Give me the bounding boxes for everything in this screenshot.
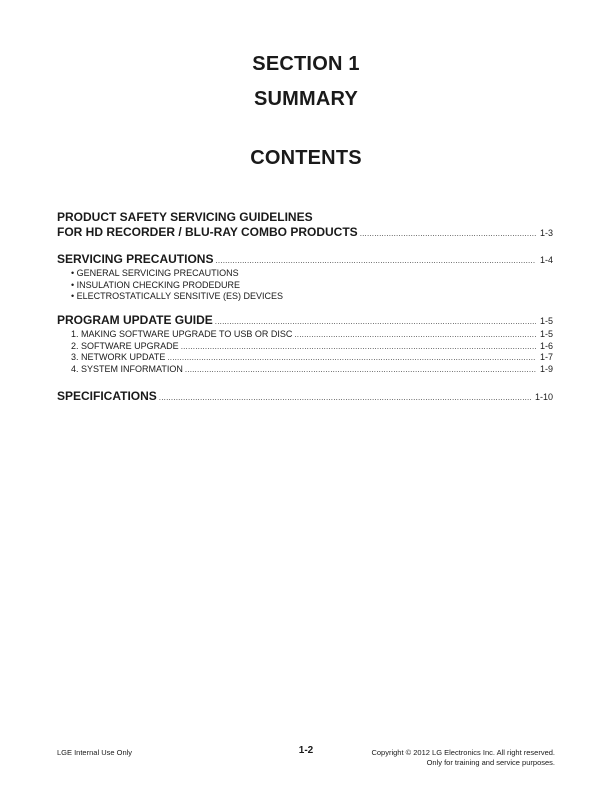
toc-program bbox=[57, 313, 553, 375]
toc-precautions-label: SERVICING PRECAUTIONS bbox=[57, 252, 214, 266]
training-text: Only for training and service purposes. bbox=[426, 758, 555, 767]
footer-internal-use: LGE Internal Use Only bbox=[57, 748, 133, 757]
toc-sub-row[interactable] bbox=[57, 329, 553, 341]
toc-bullet: • ELECTROSTATICALLY SENSITIVE (ES) DEVICES bbox=[71, 291, 284, 301]
toc-sub-row[interactable] bbox=[57, 364, 553, 376]
leader-dots bbox=[294, 329, 536, 341]
toc-safety bbox=[57, 210, 553, 241]
toc-specs-label: SPECIFICATIONS bbox=[57, 389, 157, 403]
toc-sub-page: 1-7 bbox=[539, 352, 553, 362]
toc-precautions-row[interactable] bbox=[57, 252, 553, 268]
page-number: 1-2 bbox=[298, 745, 314, 756]
toc-sub-label: 3. NETWORK UPDATE bbox=[71, 352, 166, 362]
toc-sub-page: 1-5 bbox=[539, 329, 553, 339]
leader-dots bbox=[215, 253, 536, 268]
leader-dots bbox=[215, 314, 536, 329]
toc-bullet: • GENERAL SERVICING PRECAUTIONS bbox=[71, 268, 239, 278]
summary-title: SUMMARY bbox=[254, 88, 358, 110]
toc-safety-line1: PRODUCT SAFETY SERVICING GUIDELINES bbox=[57, 210, 313, 224]
leader-dots bbox=[167, 352, 536, 364]
toc-specs-row[interactable] bbox=[57, 389, 553, 405]
toc-program-page: 1-5 bbox=[539, 316, 553, 326]
toc-program-row[interactable] bbox=[57, 313, 553, 329]
toc-specs-page: 1-10 bbox=[534, 392, 553, 402]
toc-precautions bbox=[57, 252, 553, 303]
toc-precautions-page: 1-4 bbox=[539, 255, 553, 265]
toc-sub-page: 1-9 bbox=[539, 363, 553, 374]
toc-sub-label: 2. SOFTWARE UPGRADE bbox=[71, 340, 179, 351]
toc-safety-line2: FOR HD RECORDER / BLU-RAY COMBO PRODUCTS bbox=[57, 225, 358, 239]
toc-sub-page: 1-6 bbox=[539, 340, 553, 351]
toc-sub-row[interactable] bbox=[57, 341, 553, 353]
leader-dots bbox=[360, 226, 536, 241]
leader-dots bbox=[185, 364, 536, 376]
toc-program-label: PROGRAM UPDATE GUIDE bbox=[57, 313, 213, 327]
toc-specs bbox=[57, 389, 553, 405]
contents-title: CONTENTS bbox=[250, 147, 362, 169]
toc-bullet: • INSULATION CHECKING PRODEDURE bbox=[71, 279, 241, 290]
toc-safety-row[interactable] bbox=[57, 225, 553, 241]
leader-dots bbox=[181, 341, 536, 353]
toc-safety-page: 1-3 bbox=[539, 228, 553, 238]
toc-sub-label: 4. SYSTEM INFORMATION bbox=[71, 363, 183, 374]
toc-sub-label: 1. MAKING SOFTWARE UPGRADE TO USB OR DISC bbox=[71, 329, 293, 339]
toc-sub-row[interactable] bbox=[57, 352, 553, 364]
copyright-text: Copyright © 2012 LG Electronics Inc. All right reserved. bbox=[371, 748, 555, 757]
leader-dots bbox=[159, 390, 531, 405]
section-title: SECTION 1 bbox=[252, 53, 360, 75]
footer-copyright bbox=[371, 748, 555, 768]
